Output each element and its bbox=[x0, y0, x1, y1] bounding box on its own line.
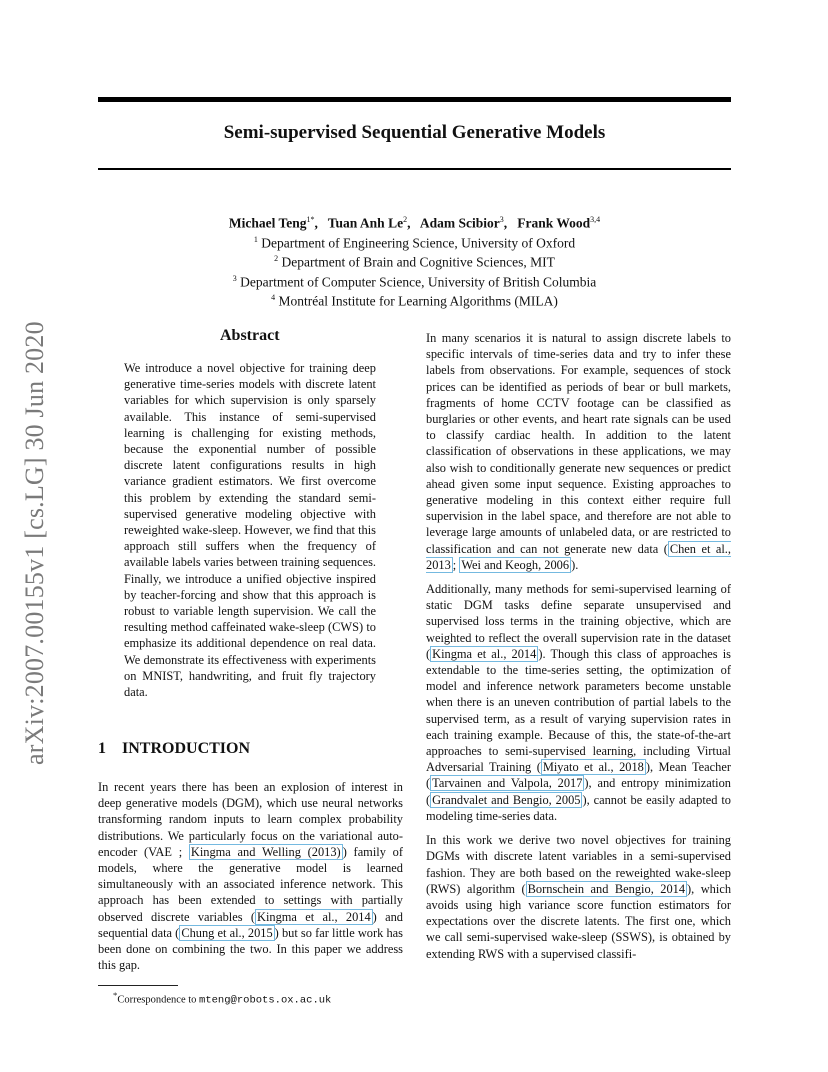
citation-link[interactable]: Miyato et al., 2018 bbox=[542, 760, 644, 775]
author-sup: 3 bbox=[499, 215, 504, 224]
text-run: Additionally, many methods for semi-supervised learning of static DGM tasks define separate unsupervised and supervised loss terms in the training objective, which are weighted to reflect the overall supervision rate in the dataset ( bbox=[426, 582, 731, 661]
affiliation-sup: 1 bbox=[253, 234, 258, 244]
author: Frank Wood bbox=[517, 215, 591, 231]
abstract-text: We introduce a novel objective for training deep generative time-series models with discrete latent variables for which supervision is only sparsely available. This instance of semi-supervised learning is challenging for existing methods, because the exponential number of possible discrete latent configurations results in high variance gradient estimators. We first overcome this problem by extending the standard semi-supervised generative modeling objective with reweighted wake-sleep. However, we find that this approach still suffers when the frequency of available labels varies between training sequences. Finally, we introduce a unified objective inspired by teacher-forcing and show that this approach is robust to variable length supervision. We call the resulting method caffeinated wake-sleep (CWS) to emphasize its additional dependence on real data. We demonstrate its effectiveness with experiments on MNIST, handwriting, and fruit fly trajectory data. bbox=[124, 361, 376, 700]
paragraph bbox=[426, 330, 731, 573]
affiliation bbox=[98, 232, 731, 252]
arxiv-identifier: arXiv:2007.00155v1 [cs.LG] 30 Jun 2020 bbox=[20, 321, 49, 765]
paragraph bbox=[426, 832, 731, 962]
author: Michael Teng bbox=[228, 215, 307, 231]
paper-title: Semi-supervised Sequential Generative Models bbox=[223, 122, 606, 143]
intro-paragraph bbox=[98, 779, 403, 973]
section-title: INTRODUCTION bbox=[122, 740, 251, 757]
section-heading bbox=[98, 740, 250, 758]
text-run: In recent years there has been an explosion of interest in deep generative models (DGM), which use neural networks transforming random inputs to learn complex probability distributions. We particularly focus on the variational auto-encoder (VAE ; bbox=[98, 780, 403, 859]
author-sup: 2 bbox=[403, 215, 408, 224]
affiliation-text: Department of Engineering Science, University of Oxford bbox=[261, 235, 576, 250]
affiliation-text: Montréal Institute for Learning Algorithms (MILA) bbox=[278, 293, 558, 309]
text-run: In many scenarios it is natural to assign discrete labels to specific intervals of time-series data and try to infer these labels from observations. For example, sequences of stock prices can be identified as periods of bear or bull markets, fragments of home CCTV footage can be classified as burglaries or other events, and heart rate signals can be used to classify cardiac health. In addition to the latent classification of observations in these applications, we may also wish to conditionally generate new sequences or predict ahead given some input sequence. Existing approaches to generative modeling in this context either require full supervision in the label space, and therefore are not able to leverage large amounts of unlabeled data, or are restricted to classification and can not generate new data ( bbox=[426, 331, 731, 556]
footnote-email: mteng@robots.ox.ac.uk bbox=[199, 994, 332, 1007]
affiliation bbox=[98, 271, 731, 291]
citation-link[interactable]: Chung et al., 2015 bbox=[181, 925, 273, 940]
affiliation-sup: 4 bbox=[271, 293, 276, 302]
footnote bbox=[113, 989, 331, 1008]
author-sup: 3,4 bbox=[590, 215, 601, 224]
paragraph bbox=[426, 581, 731, 824]
text-run: ) and sequential data ( bbox=[98, 909, 403, 940]
abstract-heading: Abstract bbox=[220, 327, 280, 344]
citation-link[interactable]: Kingma and Welling (2013) bbox=[190, 844, 341, 859]
footnote-text: Correspondence to bbox=[117, 994, 200, 1006]
author-sup: 1* bbox=[306, 215, 315, 224]
citation-link[interactable]: Tarvainen and Valpola, 2017 bbox=[432, 776, 583, 791]
citation-link[interactable]: Kingma et al., 2014 bbox=[432, 646, 537, 661]
affiliation bbox=[98, 290, 731, 310]
text-run: ; bbox=[452, 557, 460, 572]
citation-link[interactable]: Chen et al., 2013 bbox=[426, 541, 731, 572]
author-block bbox=[98, 212, 731, 310]
title-bottom-rule bbox=[98, 168, 731, 170]
citation-link[interactable]: Wei and Keogh, 2006 bbox=[461, 557, 570, 572]
text-run: ), Mean Teacher ( bbox=[426, 760, 731, 791]
text-run: ), and entropy minimization ( bbox=[426, 776, 731, 807]
footnote-mark: * bbox=[113, 990, 118, 1000]
affiliation-sup: 2 bbox=[274, 254, 279, 263]
text-run: ) but so far little work has been done on combining the two. In this paper we address this gap. bbox=[98, 925, 403, 973]
citation-link[interactable]: Grandvalet and Bengio, 2005 bbox=[432, 792, 581, 807]
title-top-rule bbox=[98, 97, 731, 102]
text-run: ). Though this class of approaches is extendable to the time-series setting, the optimization of model and inference network parameters become unstable when there is an uneven contribution of partial labels to the supervised term, as a result of varying supervision rates in each training example. Because of this, the state-of-the-art approaches to semi-supervised learning, including Virtual Adversarial Training ( bbox=[426, 646, 731, 775]
footnote-rule bbox=[98, 985, 178, 986]
author: Adam Scibior bbox=[419, 215, 500, 231]
citation-link[interactable]: Bornschein and Bengio, 2014 bbox=[527, 881, 686, 896]
right-column bbox=[426, 330, 731, 970]
author-names: Michael Teng$^{1*}$, Tuan Anh Le$^2$, Adam Scibior$^3$, Frank Wood$^{3,4}$ bbox=[228, 215, 601, 231]
affiliation-text: Department of Computer Science, University of British Columbia bbox=[240, 274, 597, 289]
text-run: ). bbox=[571, 557, 579, 572]
author: Tuan Anh Le bbox=[327, 215, 404, 231]
section-number: 1 bbox=[98, 740, 106, 757]
text-run: ), which avoids using high variance score function estimators for expectations over the discrete latents. The first one, which we call semi-supervised wake-sleep (SSWS), is obtained by extending RWS with a supervised classifi- bbox=[426, 881, 732, 961]
affiliation-sup: 3 bbox=[232, 273, 237, 283]
citation-link[interactable]: Kingma et al., 2014 bbox=[257, 909, 371, 924]
text-run: In this work we derive two novel objectives for training DGMs with discrete latent variables in a semi-supervised fashion. They are both based on the reweighted wake-sleep (RWS) algorithm ( bbox=[426, 833, 731, 896]
text-run: ) family of models, where the generative model is learned simultaneously with an associated inference network. This approach has been extended to settings with partially observed discrete variables ( bbox=[98, 844, 403, 924]
text-run: ), cannot be easily adapted to modeling time-series data. bbox=[426, 792, 731, 823]
affiliation bbox=[98, 251, 731, 271]
affiliation-text: Department of Brain and Cognitive Sciences, MIT bbox=[281, 254, 555, 270]
